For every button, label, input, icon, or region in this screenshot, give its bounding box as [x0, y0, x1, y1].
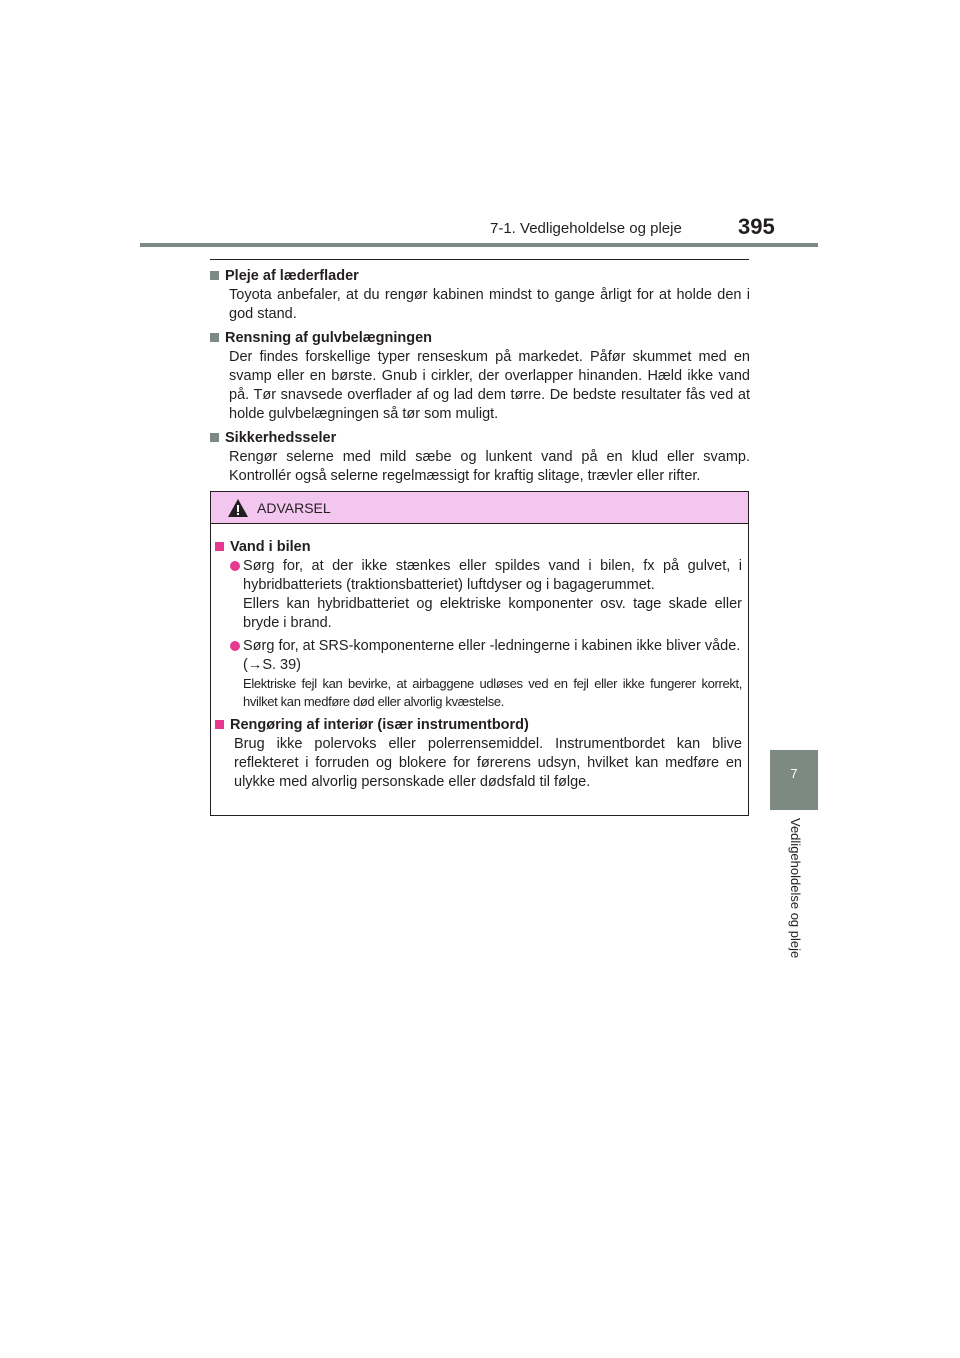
header-rule [140, 243, 818, 247]
square-bullet-icon [210, 333, 219, 342]
warning-section-body: Brug ikke polervoks eller polerrensemiddel. Instrumentbordet kan blive reflekteret i forruden og blokere for førerens udsyn, hvilket kan medføre en ulykke med alvorlig personskade eller dødsfald til følge. [234, 736, 742, 790]
running-header: 7-1. Vedligeholdelse og pleje [490, 220, 682, 237]
warning-section-heading: Rengøring af interiør (især instrumentbord) [215, 715, 742, 735]
square-bullet-icon [215, 542, 224, 551]
warning-body [211, 524, 748, 792]
warning-label: ADVARSEL [257, 500, 331, 516]
chapter-number: 7 [790, 766, 798, 781]
page-reference: (→S. 39) [243, 657, 302, 673]
chapter-label: Vedligeholdelse og pleje [788, 818, 803, 959]
section-body: Der findes forskellige typer renseskum på markedet. Påfør skummet med en svamp eller en børste. Gnub i cirkler, der overlapper hinanden. Hæld ikke vand på. Tør snavsede overflader af og lad dem tørre. De bedste resultater fås ved at holde gulvbelægningen så tør som muligt. [229, 349, 750, 422]
round-bullet-icon [230, 641, 240, 651]
square-bullet-icon [215, 720, 224, 729]
main-content [210, 264, 750, 490]
section-heading: Pleje af læderflader [210, 266, 750, 286]
warning-bullet: Sørg for, at SRS-komponenterne eller -ledningerne i kabinen ikke bliver våde. (→S. 39) Elektriske fejl kan bevirke, at airbaggene udløses ved en fejl eller ikke fungerer korrekt, hvilket kan medføre død eller alvorlig kvæstelse. [215, 637, 742, 711]
warning-header [211, 492, 748, 524]
square-bullet-icon [210, 433, 219, 442]
round-bullet-icon [230, 561, 240, 571]
chapter-tab [770, 750, 818, 810]
warning-bullet: Sørg for, at der ikke stænkes eller spildes vand i bilen, fx på gulvet, i hybridbatteriets (traktionsbatteriet) luftdyser og i bagagerummet. Ellers kan hybridbatteriet og elektriske komponenter osv. tage skade eller bryde i brand. [215, 557, 742, 633]
square-bullet-icon [210, 271, 219, 280]
page-number: 395 [738, 214, 775, 239]
warning-box [210, 491, 749, 816]
section-body: Toyota anbefaler, at du rengør kabinen mindst to gange årligt for at holde den i god stand. [229, 287, 750, 322]
section-body: Rengør selerne med mild sæbe og lunkent vand på en klud eller svamp. Kontrollér også selerne regelmæssigt for kraftig slitage, trævler eller rifter. [229, 449, 750, 484]
chapter-side-label [760, 818, 830, 978]
warning-triangle-icon [227, 498, 249, 518]
section-heading: Sikkerhedsseler [210, 428, 750, 448]
section-heading: Rensning af gulvbelægningen [210, 328, 750, 348]
content-top-rule [210, 259, 749, 260]
warning-section-heading: Vand i bilen [215, 537, 742, 557]
